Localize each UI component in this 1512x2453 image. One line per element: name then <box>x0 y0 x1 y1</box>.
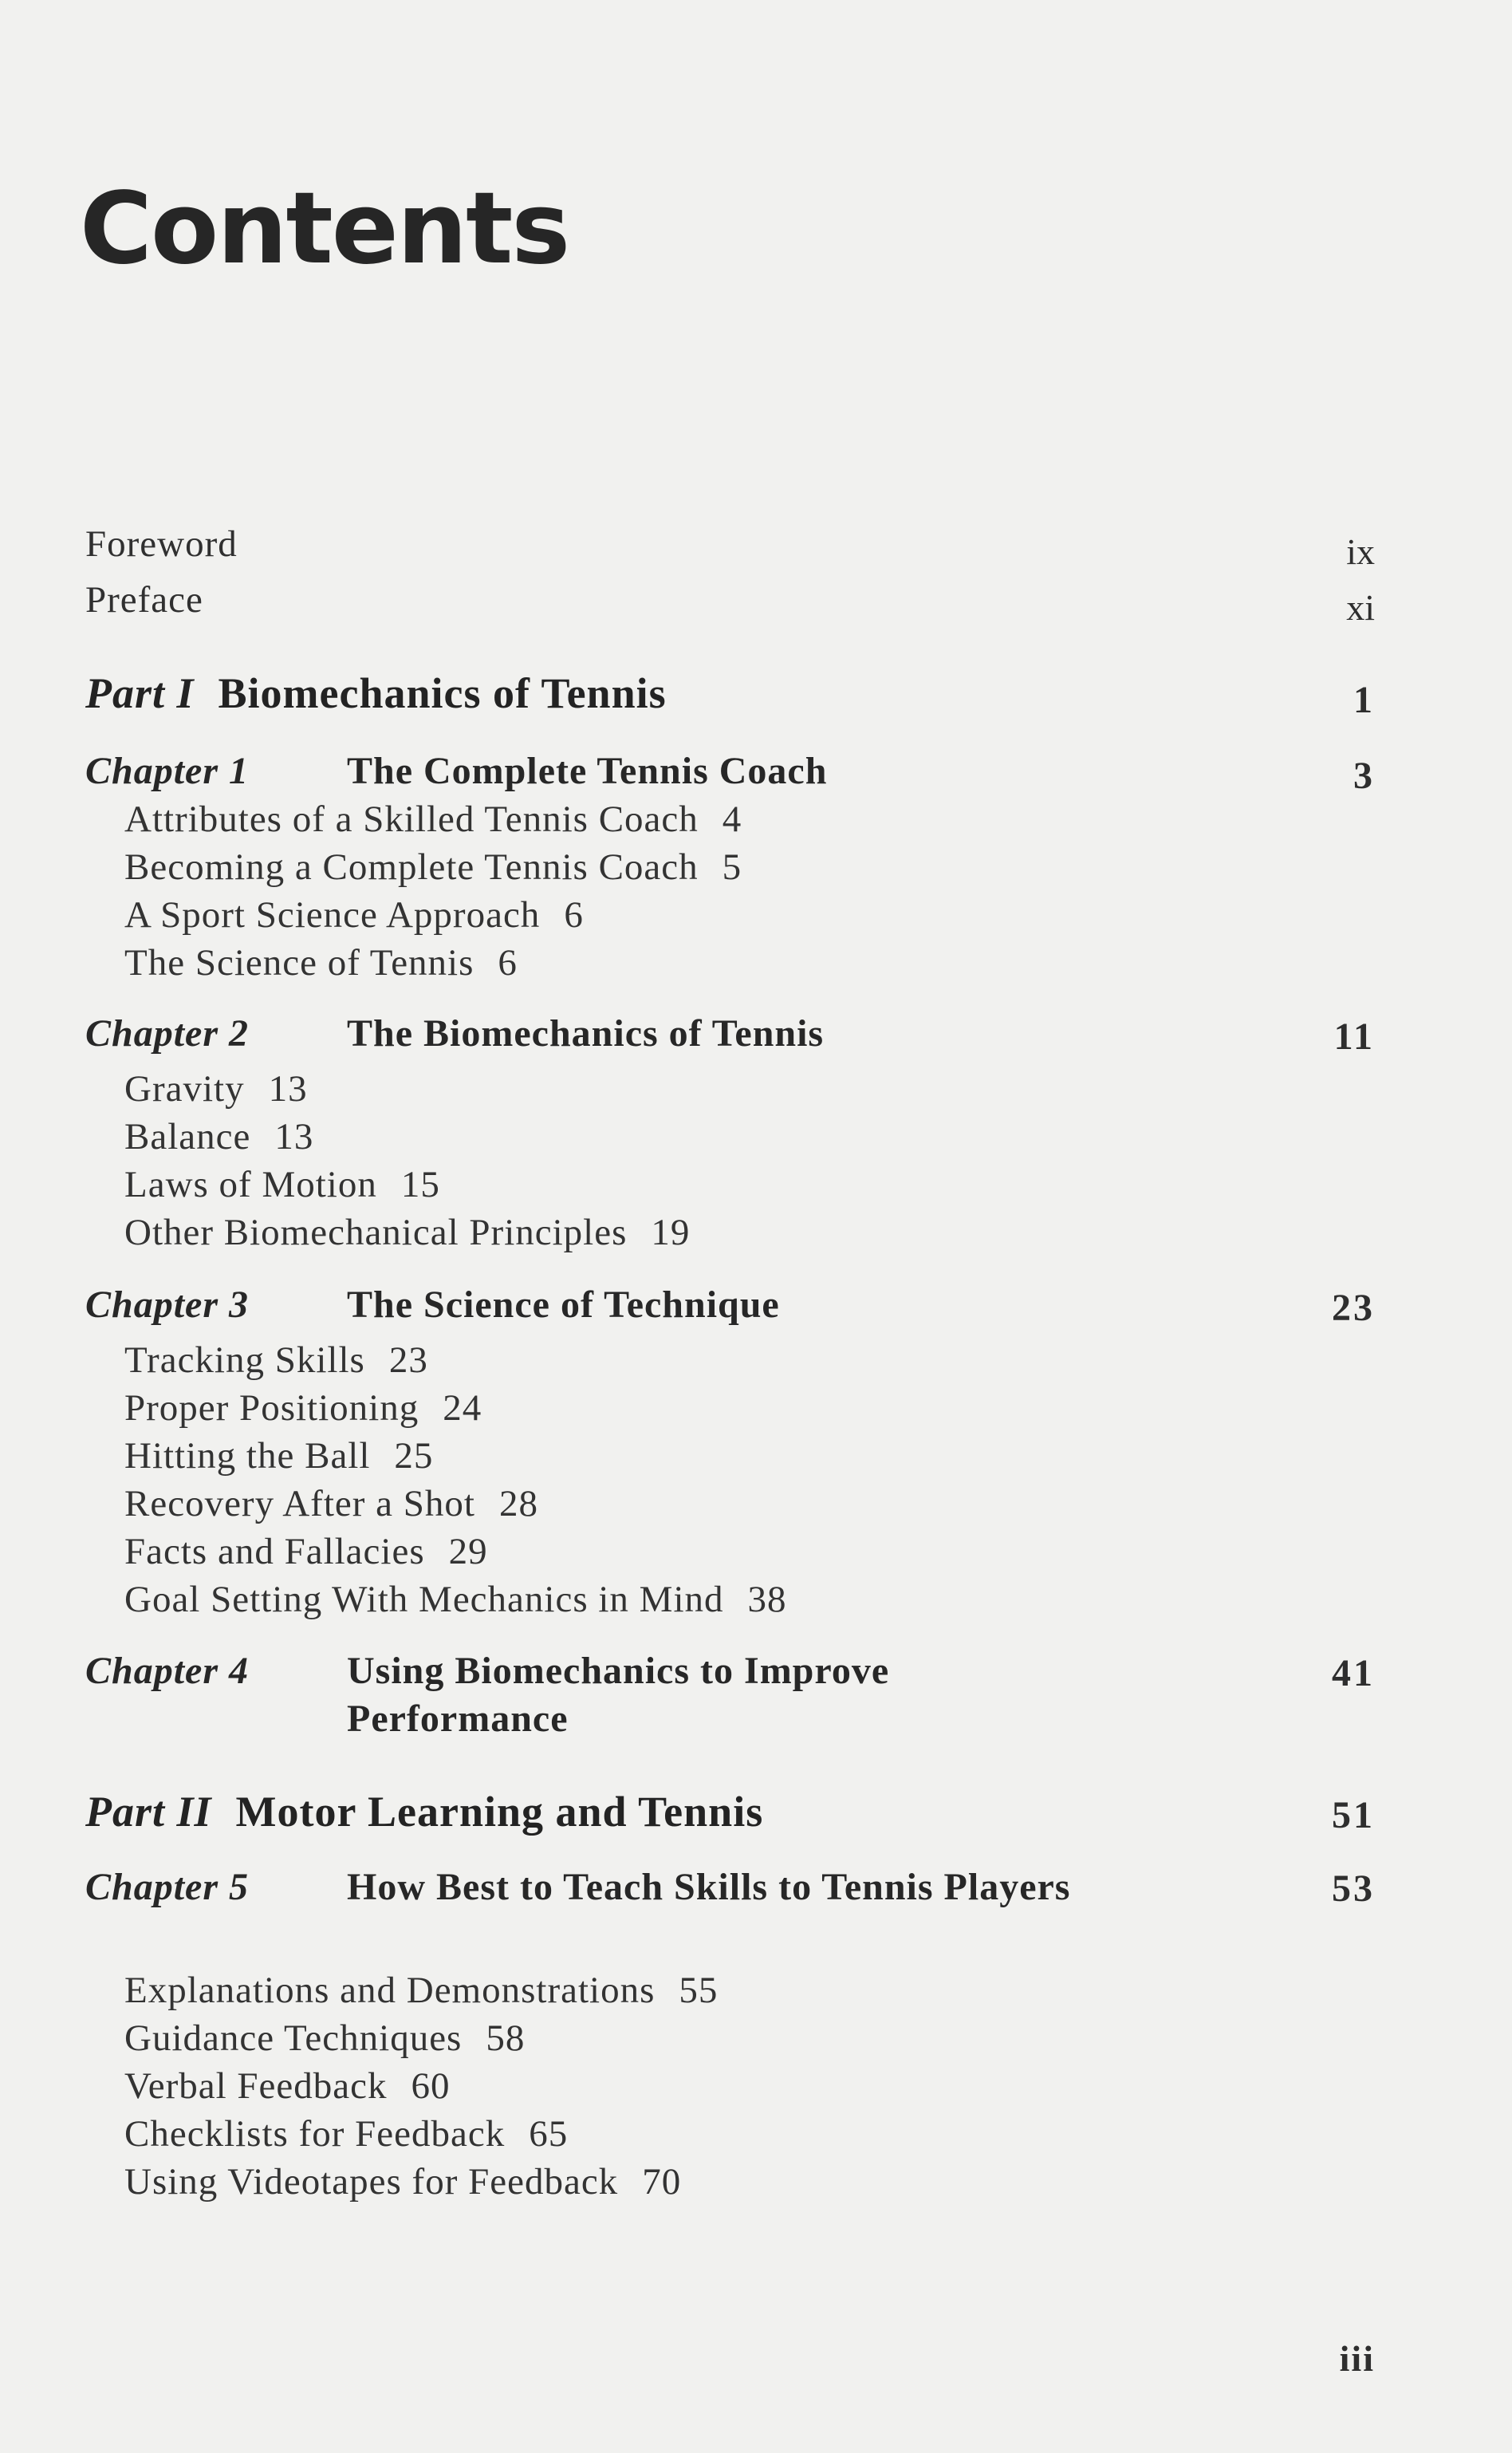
toc-entry: Facts and Fallacies 29 <box>124 1531 488 1572</box>
chapter-label: Chapter 3 <box>85 1284 250 1326</box>
toc-entry: Becoming a Complete Tennis Coach 5 <box>124 846 742 888</box>
chapter-label: Chapter 1 <box>85 750 250 792</box>
toc-page-preface: xi <box>1346 587 1375 628</box>
toc-page-chapter-3: 23 <box>1332 1287 1375 1329</box>
toc-entry-foreword: Foreword <box>85 523 238 565</box>
toc-entry: A Sport Science Approach 6 <box>124 894 584 936</box>
toc-page-part-1: 1 <box>1353 679 1375 721</box>
toc-entry: Hitting the Ball 25 <box>124 1435 434 1477</box>
toc-entry: The Science of Tennis 6 <box>124 942 518 984</box>
toc-page-chapter-2: 11 <box>1333 1016 1375 1058</box>
toc-entry: Balance 13 <box>124 1116 314 1157</box>
toc-chapter-3 <box>85 1281 1128 1329</box>
page-title: Contents <box>80 172 569 286</box>
toc-entry: Recovery After a Shot 28 <box>124 1483 538 1524</box>
part-title: Motor Learning and Tennis <box>235 1788 764 1836</box>
chapter-label: Chapter 2 <box>85 1012 250 1055</box>
toc-chapter-1 <box>85 747 1128 795</box>
toc-entry: Proper Positioning 24 <box>124 1387 482 1429</box>
toc-entry: Attributes of a Skilled Tennis Coach 4 <box>124 799 742 840</box>
toc-entry: Explanations and Demonstrations 55 <box>124 1970 719 2011</box>
toc-entry: Goal Setting With Mechanics in Mind 38 <box>124 1579 787 1620</box>
toc-entry-preface: Preface <box>85 579 203 621</box>
toc-chapter-2 <box>85 1010 1128 1058</box>
toc-chapter-4 <box>85 1647 1065 1743</box>
toc-entry: Guidance Techniques 58 <box>124 2017 526 2059</box>
toc-entry: Laws of Motion 15 <box>124 1164 440 1205</box>
toc-entry: Tracking Skills 23 <box>124 1339 428 1381</box>
toc-page-foreword: ix <box>1346 531 1375 572</box>
toc-part-2 <box>85 1787 763 1836</box>
toc-page-chapter-1: 3 <box>1353 755 1375 797</box>
toc-page-chapter-5: 53 <box>1332 1867 1375 1910</box>
part-label: Part I <box>85 669 195 717</box>
chapter-title: How Best to Teach Skills to Tennis Players <box>347 1866 1071 1908</box>
part-title: Biomechanics of Tennis <box>218 669 667 717</box>
chapter-label: Chapter 5 <box>85 1866 250 1908</box>
chapter-title: The Biomechanics of Tennis <box>347 1012 825 1055</box>
toc-entry: Checklists for Feedback 65 <box>124 2113 569 2155</box>
toc-page-part-2: 51 <box>1332 1794 1375 1836</box>
toc-page-chapter-4: 41 <box>1332 1652 1375 1694</box>
chapter-title: Using Biomechanics to Improve Performance <box>347 1650 890 1740</box>
page-number: iii <box>1339 2338 1375 2379</box>
toc-entry: Gravity 13 <box>124 1068 308 1110</box>
part-label: Part II <box>85 1788 212 1836</box>
toc-chapter-5 <box>85 1863 1144 1911</box>
chapter-title: The Complete Tennis Coach <box>347 750 828 792</box>
toc-entry: Other Biomechanical Principles 19 <box>124 1212 691 1253</box>
chapter-title: The Science of Technique <box>347 1284 780 1326</box>
toc-part-1 <box>85 668 667 718</box>
toc-entry: Verbal Feedback 60 <box>124 2065 451 2107</box>
chapter-label: Chapter 4 <box>85 1650 250 1692</box>
toc-entry: Using Videotapes for Feedback 70 <box>124 2161 682 2203</box>
